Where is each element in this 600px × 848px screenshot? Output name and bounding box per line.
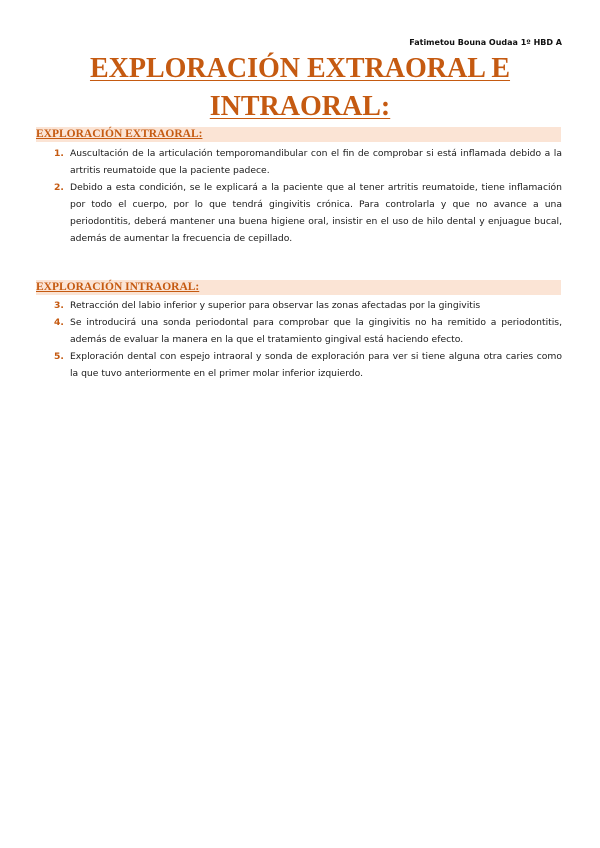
intraoral-list — [0, 297, 600, 382]
page-title: EXPLORACIÓN EXTRAORAL E INTRAORAL: — [89, 53, 511, 122]
author-header: Fatimetou Bouna Oudaa 1º HBD A — [409, 38, 562, 47]
list-item — [0, 179, 600, 247]
list-item-number: 2. — [54, 182, 64, 193]
section-heading-intraoral — [36, 280, 561, 295]
list-item-text: Auscultación de la articulación temporomandibular con el fin de comprobar si está inflamada debido a la artritis reumatoide que la paciente padece. — [70, 148, 562, 176]
extraoral-list — [0, 145, 600, 247]
list-item — [0, 297, 600, 314]
list-item-number: 3. — [54, 300, 64, 311]
list-item-text: Retracción del labio inferior y superior para observar las zonas afectadas por la gingivitis — [70, 300, 481, 311]
list-item-text: Exploración dental con espejo intraoral y sonda de exploración para ver si tiene alguna otra caries como la que tuvo anteriormente en el primer molar inferior izquierdo. — [70, 351, 562, 379]
list-item-number: 5. — [54, 351, 64, 362]
list-item-text: Se introducirá una sonda periodontal para comprobar que la gingivitis no ha remitido a periodontitis, además de evaluar la manera en la que el tratamiento gingival está haciendo efecto. — [70, 317, 562, 345]
list-item — [0, 145, 600, 179]
list-item — [0, 314, 600, 348]
section-heading-label: EXPLORACIÓN EXTRAORAL: — [36, 128, 203, 140]
list-item-text: Debido a esta condición, se le explicará a la paciente que al tener artritis reumatoide, tiene inflamación por todo el cuerpo, por lo que tendrá gingivitis crónica. Para controlarla y que no avance a una periodontitis, deberá mantener una buena higiene oral, insistir en el uso de hilo dental y enjuague bucal, además de aumentar la frecuencia de cepillado. — [70, 182, 562, 244]
list-item — [0, 348, 600, 382]
list-item-number: 1. — [54, 148, 64, 159]
section-heading-extraoral — [36, 127, 561, 142]
list-item-number: 4. — [54, 317, 64, 328]
section-heading-label: EXPLORACIÓN INTRAORAL: — [36, 281, 200, 293]
